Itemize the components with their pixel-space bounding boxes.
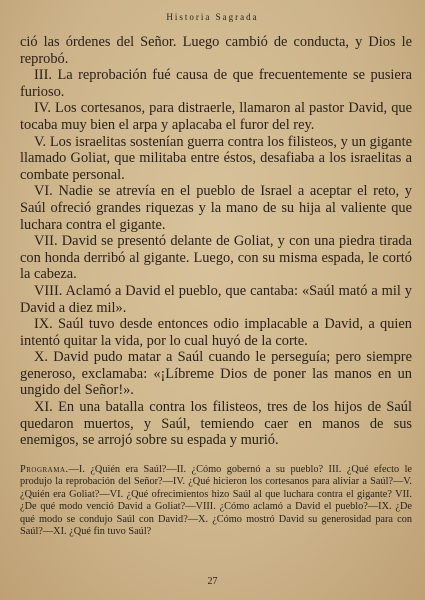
paragraph-xi: XI. En una batalla contra los filisteos, tres de los hijos de Saúl quedaron muertos, y Saúl, temiendo caer en manos de sus enemigos, se arrojó sobre su espada y murió. [20, 399, 412, 449]
questions-label: Programa. [20, 464, 69, 475]
study-questions [20, 464, 412, 538]
paragraph-iv: IV. Los cortesanos, para distraerle, llamaron al pastor David, que tocaba muy bien el arpa y aplacaba el furor del rey. [20, 100, 412, 133]
running-header: Historia Sagrada [166, 12, 259, 22]
paragraph-v: V. Los israelitas sostenían guerra contra los filisteos, y un gigante llamado Goliat, que militaba entre éstos, desafiaba a los israelitas a combate personal. [20, 133, 412, 183]
paragraph-x: X. David pudo matar a Saúl cuando le perseguía; pero siempre generoso, exclamaba: «¡Líbreme Dios de poner las manos en un ungido del Señor!». [20, 349, 412, 399]
paragraph-ix: IX. Saúl tuvo desde entonces odio implacable a David, a quien intentó quitar la vida, por lo cual huyó de la corte. [20, 316, 412, 349]
paragraph-continuation: ció las órdenes del Señor. Luego cambió de conducta, y Dios le reprobó. [20, 34, 412, 67]
questions-text: —I. ¿Quién era Saúl?—II. ¿Cómo gobernó a su pueblo? III. ¿Qué efecto le produjo la reprobación del Señor?—IV. ¿Qué hicieron los cortesanos para aliviar a Saúl?—V. ¿Quién era Goliat?—VI. ¿Qué ofrecimientos hizo Saúl al que luchara contra el gigante? VII. ¿De qué modo venció David a Goliat?—VIII. ¿Cómo aclamó a David el pueblo?—IX. ¿De qué modo se condujo Saúl con David?—X. ¿Cómo mostró David su generosidad para con Saúl?—XI. ¿Qué fin tuvo Saúl? [20, 464, 412, 538]
paragraph-iii: III. La reprobación fué causa de que frecuentemente se pusiera furioso. [20, 67, 412, 100]
main-text [20, 34, 412, 449]
paragraph-vii: VII. David se presentó delante de Goliat, y con una piedra tirada con honda derribó al gigante. Luego, con su misma espada, le cortó la cabeza. [20, 233, 412, 283]
paragraph-vi: VI. Nadie se atrevía en el pueblo de Israel a aceptar el reto, y Saúl ofreció grandes riquezas y la mano de su hija al valiente que luchara contra el gigante. [20, 183, 412, 233]
paragraph-viii: VIII. Aclamó a David el pueblo, que cantaba: «Saúl mató a mil y David a diez mil». [20, 282, 412, 316]
page-number: 27 [207, 576, 218, 587]
